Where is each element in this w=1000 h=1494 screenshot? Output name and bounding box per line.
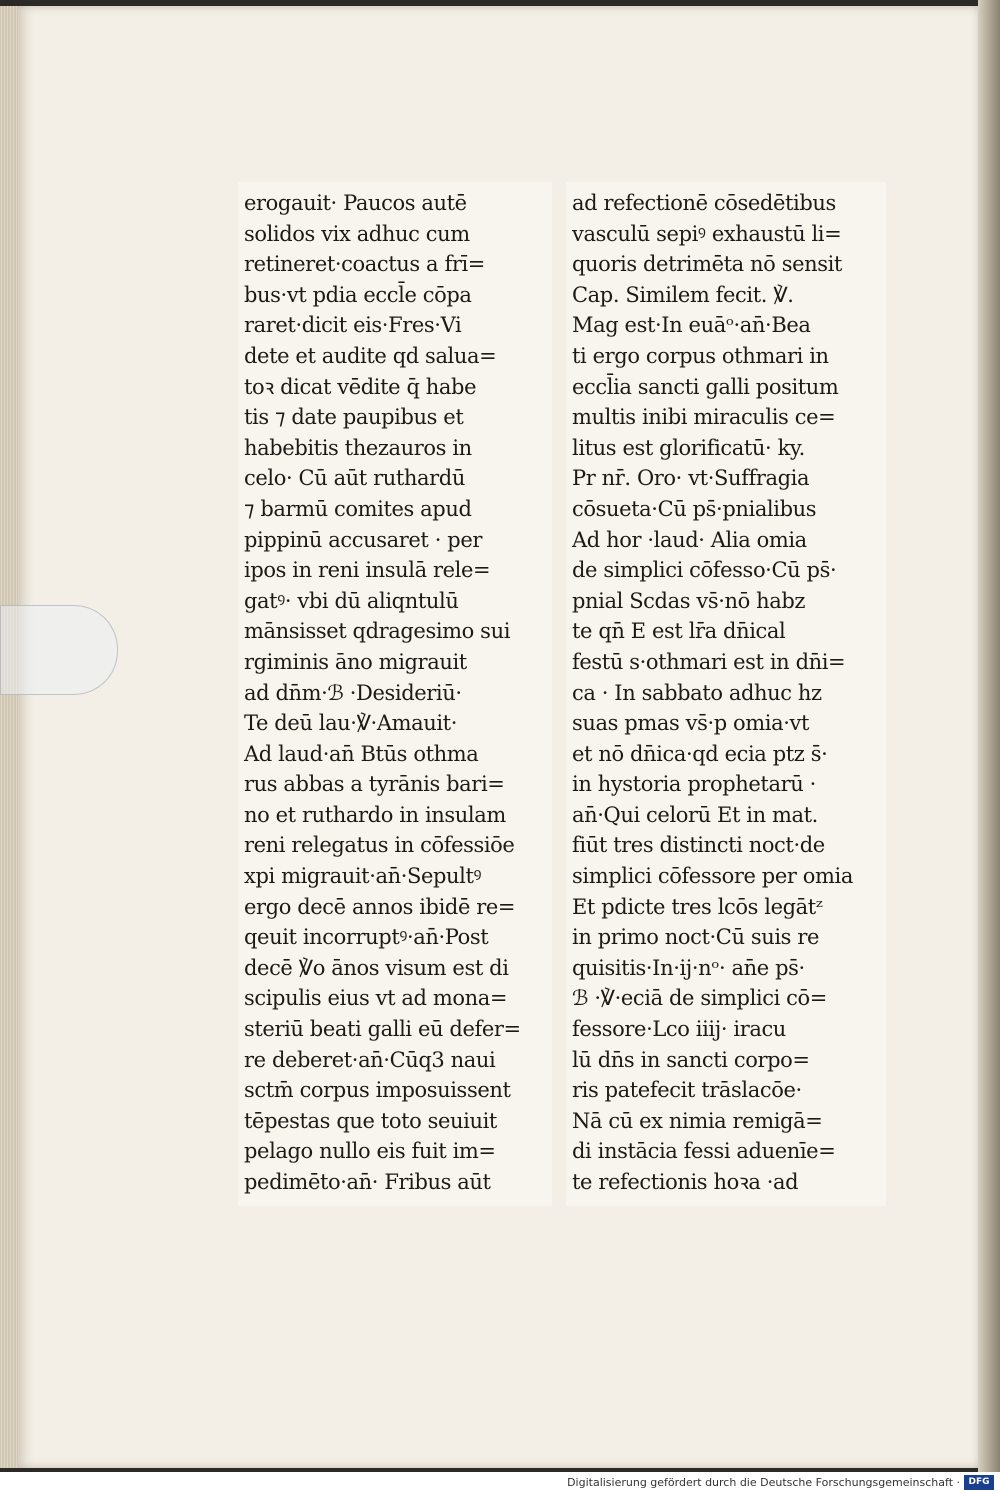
text-line: ad dn̄m·ℬ ·Desideriū· — [244, 680, 462, 705]
text-line: cōsueta·Cū ps̄·pnialibus — [572, 496, 817, 521]
text-line: Pr nr̄. Oro· vt·Suffragia — [572, 466, 810, 491]
text-line: Et pdicte tres lcōs legātᶻ — [572, 894, 823, 919]
text-line: celo· Cū aūt ruthardū — [244, 466, 465, 491]
text-line: te qn̄ E est lr̄a dn̄ical — [572, 619, 786, 644]
text-line: bus·vt pdia eccl̄e cōpa — [244, 282, 472, 307]
text-line: ⁊ barmū comites apud — [244, 496, 472, 521]
text-line: habebitis thezauros in — [244, 435, 472, 460]
text-line: vasculū sepiꝰ exhaustū li= — [572, 221, 842, 246]
text-line: et nō dn̄ica·qd ecia ptz s̄· — [572, 741, 828, 766]
text-line: reni relegatus in cōfessiōe — [244, 833, 515, 858]
text-line: te refectionis hoꝛa ·ad — [572, 1170, 799, 1194]
text-line: Nā cū ex nimia remigā= — [572, 1108, 823, 1133]
text-line: mānsisset qdragesimo sui — [244, 619, 511, 644]
bookmark-ribbon — [0, 605, 118, 695]
dfg-logo-icon: DFG — [964, 1475, 994, 1490]
text-line: scipulis eius vt ad mona= — [244, 986, 508, 1011]
text-line: in hystoria prophetarū · — [572, 772, 816, 797]
text-line: Ad hor ·laud· Alia omia — [572, 527, 807, 552]
text-line: gatꝰ· vbi dū aliqntulū — [244, 588, 459, 613]
text-line: ca · In sabbato adhuc hz — [572, 680, 822, 705]
text-line: tis ⁊ date paupibus et — [244, 405, 464, 430]
text-line: solidos vix adhuc cum — [244, 221, 470, 246]
text-line: sctm̄ corpus imposuissent — [244, 1078, 511, 1103]
text-line: dete et audite qd salua= — [244, 343, 497, 368]
text-line: de simplici cōfesso·Cū ps̄· — [572, 558, 837, 583]
text-line: rgiminis āno migrauit — [244, 649, 467, 674]
text-line: tēpestas que toto seuiuit — [244, 1108, 497, 1133]
text-line: toꝛ dicat vēdite q̄ habe — [244, 374, 477, 399]
text-line: an̄·Qui celorū Et in mat. — [572, 802, 818, 827]
text-line: Te deū lau·℣·Amauit· — [244, 711, 457, 736]
text-line: ergo decē annos ibidē re= — [244, 894, 516, 919]
text-line: lū dn̄s in sancti corpo= — [572, 1047, 810, 1072]
text-line: suas pmas vs̄·p omia·vt — [572, 711, 810, 736]
text-line: pnial Scdas vs̄·nō habz — [572, 588, 806, 613]
book-page-edges — [0, 6, 20, 1468]
text-line: ti ergo corpus othmari in — [572, 343, 829, 368]
text-line: multis inibi miraculis ce= — [572, 405, 836, 430]
text-line: ℬ ·℣·eciā de simplici cō= — [572, 986, 827, 1011]
text-line: pedimēto·an̄· Fribus aūt — [244, 1170, 491, 1194]
text-line: steriū beati galli eū defer= — [244, 1017, 521, 1042]
text-line: eccl̄ia sancti galli positum — [572, 374, 839, 399]
text-line: decē ℣o ānos visum est di — [244, 955, 509, 980]
text-line: litus est glorificatū· ky. — [572, 435, 805, 460]
text-line: re deberet·an̄·Cūq3 naui — [244, 1047, 496, 1072]
text-line: pelago nullo eis fuit im= — [244, 1139, 496, 1164]
text-line: qeuit incorruptꝰ·an̄·Post — [244, 925, 489, 950]
book-binding-edge — [978, 0, 1000, 1472]
text-line: Cap. Similem fecit. ℣. — [572, 282, 794, 307]
text-line: raret·dicit eis·Fres·Vi — [244, 313, 462, 338]
text-line: Ad laud·an̄ Btūs othma — [244, 741, 479, 766]
text-line: in primo noct·Cū suis re — [572, 925, 819, 950]
text-line: Mag est·In euāᵒ·an̄·Bea — [572, 313, 811, 338]
text-line: simplici cōfessore per omia — [572, 864, 853, 889]
text-line: rus abbas a tyrānis bari= — [244, 772, 505, 797]
text-line: fessore·Lco iiij· iracu — [572, 1017, 786, 1042]
text-line: ris patefecit trāslacōe· — [572, 1078, 802, 1103]
text-line: ad refectionē cōsedētibus — [572, 191, 836, 215]
text-line: festū s·othmari est in dn̄i= — [572, 649, 846, 674]
right-text-column — [566, 182, 886, 1206]
text-line: no et ruthardo in insulam — [244, 802, 506, 827]
footer-credit: Digitalisierung gefördert durch die Deutsche Forschungsgemeinschaft · — [567, 1476, 960, 1489]
text-line: quisitis·In·ij·nᵒ· an̄e ps̄· — [572, 955, 805, 980]
text-line: erogauit· Paucos autē — [244, 191, 467, 215]
text-line: fiūt tres distincti noct·de — [572, 833, 825, 858]
text-line: pippinū accusaret · per — [244, 527, 482, 552]
footer-bar — [0, 1472, 1000, 1494]
text-line: di instācia fessi aduenīe= — [572, 1139, 836, 1164]
text-line: retineret·coactus a frī= — [244, 252, 485, 277]
text-line: ipos in reni insulā rele= — [244, 558, 491, 583]
left-text-column — [238, 182, 552, 1206]
text-line: quoris detrimēta nō sensit — [572, 252, 842, 277]
text-line: xpi migrauit·an̄·Sepultꝰ — [244, 864, 482, 889]
